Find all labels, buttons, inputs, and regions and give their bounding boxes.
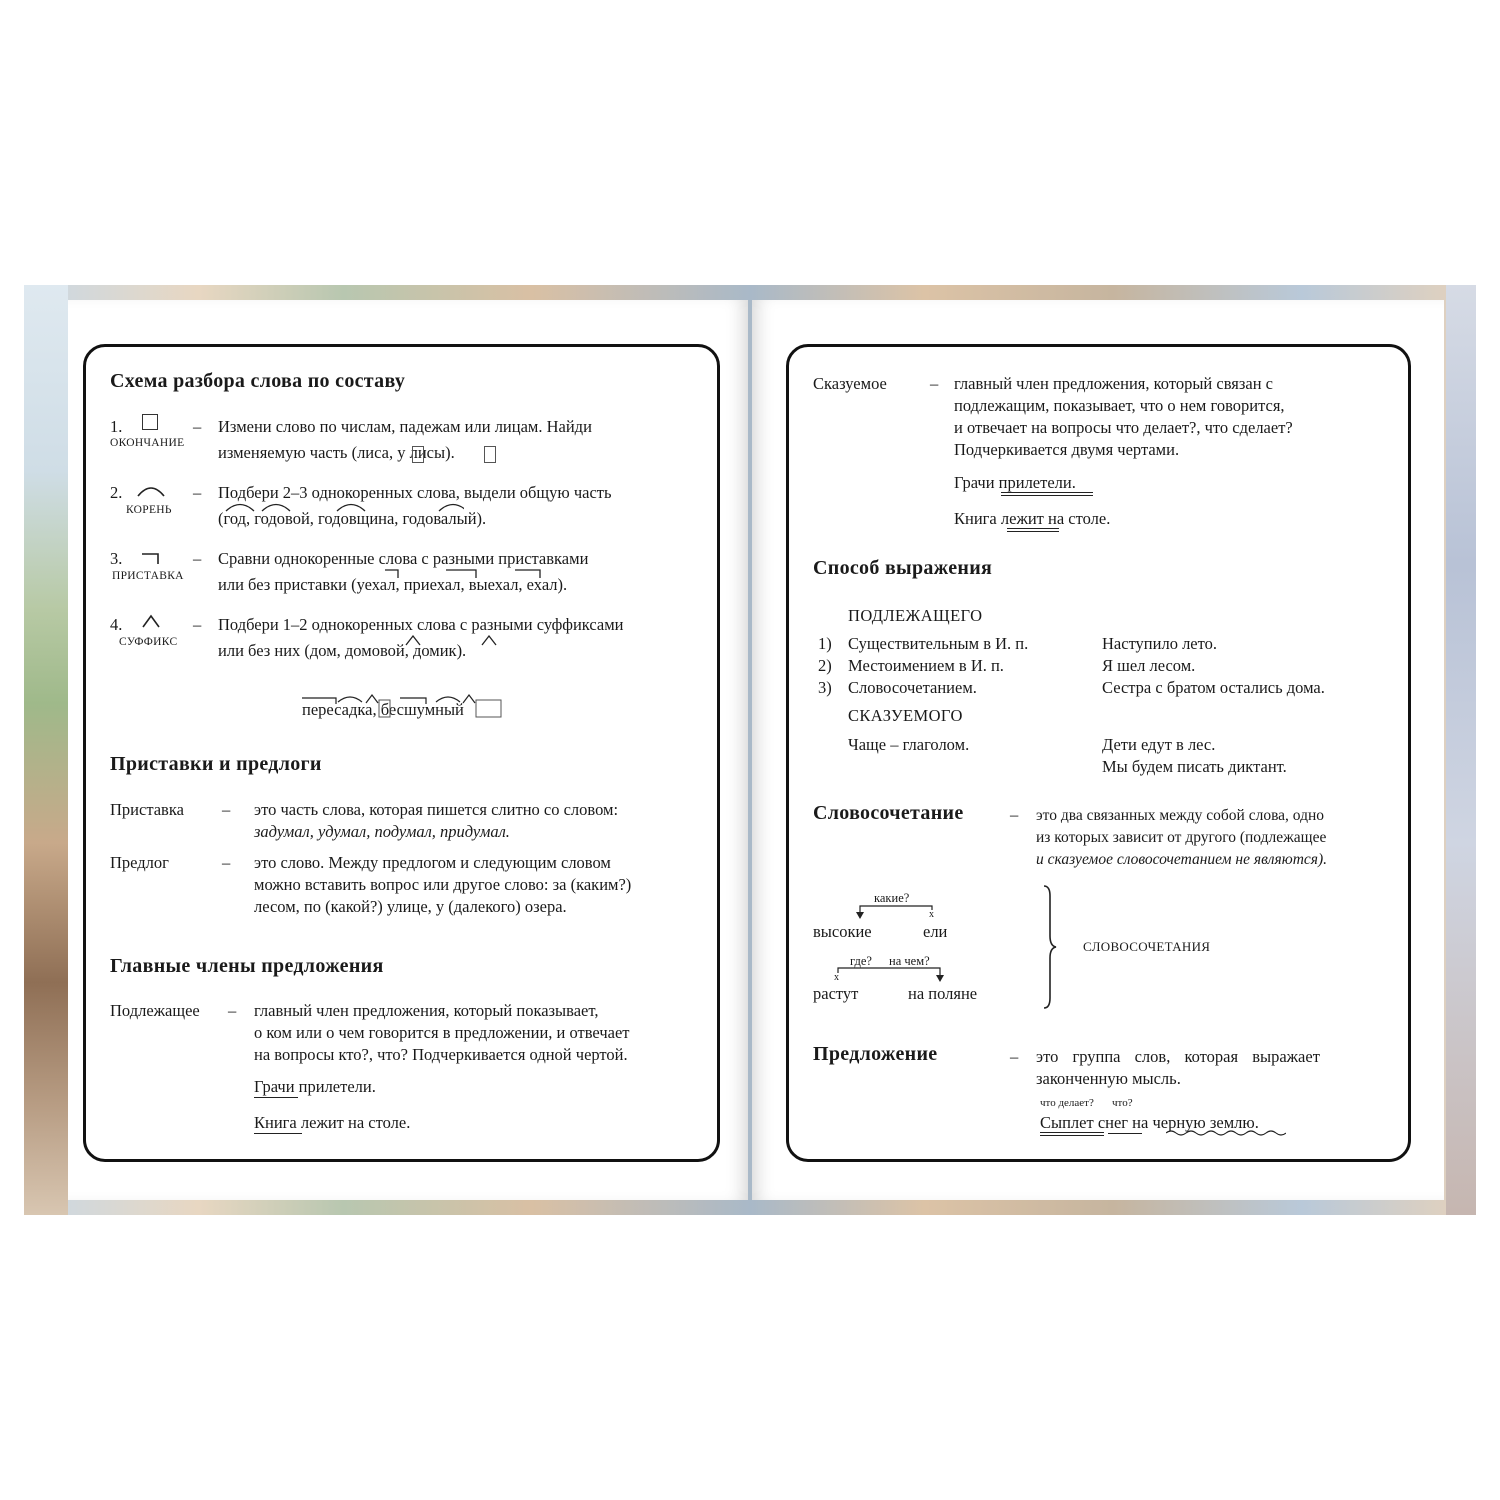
expression-subject-head: ПОДЛЕЖАЩЕГО [848,606,983,625]
expression-row-3-example: Сестра с братом остались дома. [1102,678,1325,697]
ending-symbol-icon [142,414,158,430]
phrase-dash: – [1010,805,1019,824]
sentence-title: Предложение [813,1043,938,1065]
cover-art-left [24,285,68,1215]
phrase-x-2: x [834,972,839,983]
step-3-line2: или без приставки (уехал, приехал, выехал, ехал). [218,575,568,594]
expression-predicate-how: Чаще – глаголом. [848,735,970,754]
subject-underline-2 [254,1133,302,1134]
step-3-dash: – [193,549,202,568]
subject-term: Подлежащее [110,1001,200,1020]
predicate-def-line1: главный член предложения, который связан с [954,374,1273,393]
predicate-def-line2: подлежащим, показывает, что о нем говорится, [954,396,1285,415]
preposition-dash: – [222,853,231,872]
step-2-line1: Подбери 2–3 однокоренных слова, выдели общую часть [218,483,612,502]
prefix-def-line2: задумал, удумал, подумал, придумал. [254,822,510,841]
preposition-def-line3: лесом, по (какой?) улице, у (далекого) озера. [254,897,567,916]
morph-example: пересадка, бесшумный [302,700,464,719]
prefix-corner-icon [140,552,162,566]
expression-row-3-num: 3) [818,678,832,697]
phrase-q2a: где? [850,954,872,968]
sentence-subject-underline [1108,1133,1142,1134]
predicate-def-line4: Подчеркивается двумя чертами. [954,440,1180,459]
step-1-line1: Измени слово по числам, падежам или лицам. Найди [218,417,592,436]
expression-row-2-how: Местоимением в И. п. [848,656,1004,675]
preposition-term: Предлог [110,853,169,872]
predicate-double-underline-1 [1001,492,1093,496]
subject-example-1: Грачи прилетели. [254,1077,376,1096]
subject-underline-1 [254,1097,298,1098]
phrase-x-1: x [929,909,934,920]
step-4-line1: Подбери 1–2 однокоренных слова с разными суффиксами [218,615,624,634]
sentence-wavy-underline [1166,1129,1286,1137]
predicate-double-underline-2 [1007,528,1059,532]
phrase-title: Словосочетание [813,802,964,824]
phrase-word-2a: растут [813,984,859,1003]
expression-row-2-num: 2) [818,656,832,675]
expression-predicate-head: СКАЗУЕМОГО [848,706,963,725]
prefix-def-line1: это часть слова, которая пишется слитно со словом: [254,800,619,819]
preposition-def-line1: это слово. Между предлогом и следующим словом [254,853,611,872]
prefixes-title: Приставки и предлоги [110,753,322,775]
expression-row-1-example: Наступило лето. [1102,634,1218,653]
step-4-number: 4. [110,615,123,634]
prefix-marks-group [384,568,564,580]
step-3-number: 3. [110,549,123,568]
step-1-label: ОКОНЧАНИЕ [110,437,185,449]
morph-title: Схема разбора слова по составу [110,370,406,392]
expression-row-1-how: Существительным в И. п. [848,634,1029,653]
step-4-dash: – [193,615,202,634]
step-3-label: ПРИСТАВКА [112,570,184,582]
predicate-dash: – [930,374,939,393]
step-4-line2: или без них (дом, домовой, домик). [218,641,467,660]
suffix-marks-group [400,634,520,646]
step-2-dash: – [193,483,202,502]
phrase-arrow-2 [828,963,948,983]
prefix-dash: – [222,800,231,819]
step-2-label: КОРЕНЬ [126,504,172,516]
phrase-word-1b: ели [923,922,948,941]
expression-predicate-example-1: Дети едут в лес. [1102,735,1216,754]
main-members-title: Главные члены предложения [110,955,384,977]
step-2-line2: (год, годовой, годовщина, годовалый). [218,509,487,528]
predicate-example-1: Грачи прилетели. [954,473,1076,492]
step-4-label: СУФФИКС [119,636,178,648]
sentence-def-line1: это группа слов, которая выражает [1036,1047,1320,1066]
cover-art-right [1446,285,1476,1215]
morph-example-marks [300,690,504,722]
step-1-dash: – [193,417,202,436]
preposition-def-line2: можно вставить вопрос или другое слово: за (каким?) [254,875,632,894]
subject-example-2: Книга лежит на столе. [254,1113,411,1132]
phrase-def-line2: из которых зависит от другого (подлежащее [1036,829,1327,846]
step-1-number: 1. [110,417,123,436]
phrase-word-2b: на поляне [908,984,978,1003]
sentence-dash: – [1010,1047,1019,1066]
predicate-term: Сказуемое [813,374,887,393]
subject-def-line1: главный член предложения, который показывает, [254,1001,599,1020]
phrase-q1: какие? [874,891,910,905]
sentence-example: Сыплет снег на черную землю. [1040,1113,1259,1132]
prefix-term: Приставка [110,800,184,819]
predicate-example-2: Книга лежит на столе. [954,509,1111,528]
subject-def-line2: о ком или о чем говорится в предложении, и отвечает [254,1023,630,1042]
sentence-def-line2: законченную мысль. [1036,1069,1181,1088]
expression-row-3-how: Словосочетанием. [848,678,977,697]
subject-dash: – [228,1001,237,1020]
step-1-line2: изменяемую часть (лиса, у лисы). [218,443,455,462]
phrase-q2b: на чем? [889,954,930,968]
expression-title: Способ выражения [813,557,993,579]
sentence-q-subject: что? [1112,1097,1133,1109]
predicate-def-line3: и отвечает на вопросы что делает?, что сделает? [954,418,1293,437]
ending-mark-lisa [412,446,424,463]
phrase-brace-label: СЛОВОСОЧЕТАНИЯ [1083,939,1211,954]
step-2-number: 2. [110,483,123,502]
expression-predicate-example-2: Мы будем писать диктант. [1102,757,1287,776]
phrase-word-1a: высокие [813,922,872,941]
expression-row-1-num: 1) [818,634,832,653]
root-arc-icon [136,484,166,498]
sentence-q-predicate: что делает? [1040,1097,1094,1109]
step-3-line1: Сравни однокоренные слова с разными приставками [218,549,589,568]
suffix-caret-icon [141,614,161,628]
phrase-def-line3: и сказуемое словосочетанием не являются). [1036,851,1328,868]
phrase-def-line1: это два связанных между собой слова, одно [1036,807,1325,824]
subject-def-line3: на вопросы кто?, что? Подчеркивается одной чертой. [254,1045,628,1064]
sentence-predicate-underline [1040,1132,1104,1136]
root-arcs-group [224,500,464,512]
expression-row-2-example: Я шел лесом. [1102,656,1196,675]
brace-icon [1040,884,1060,1010]
ending-mark-lisy [484,446,496,463]
